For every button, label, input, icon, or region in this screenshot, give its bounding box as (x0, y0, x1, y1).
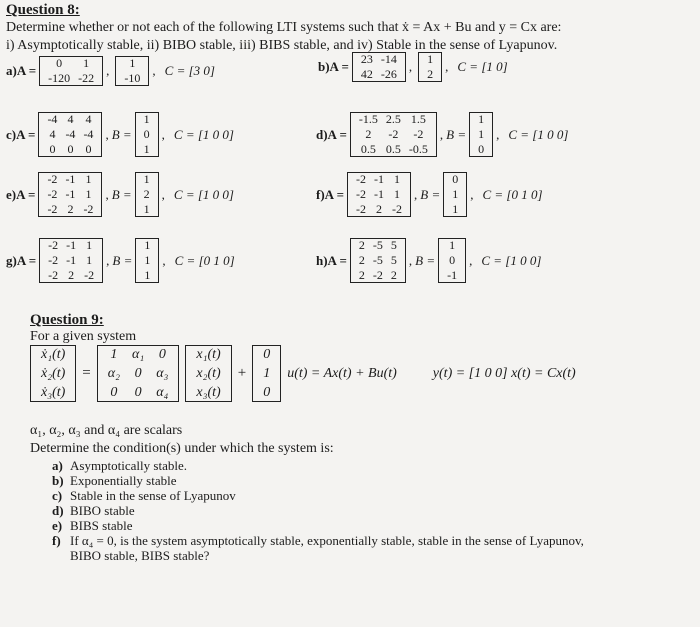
b-vector (135, 112, 159, 157)
question-9-title: Question 9: (30, 312, 104, 328)
matrix-entry: 4 (85, 112, 92, 126)
matrix-entry: -2 (83, 202, 94, 216)
matrix-entry: 23 (360, 52, 373, 66)
matrix-entry: 1 (143, 112, 150, 126)
matrix-entry: -14 (380, 52, 397, 66)
matrix-entry: 1 (427, 52, 434, 66)
system-label: h)A = (316, 252, 347, 268)
matrix-entry: -1 (66, 238, 77, 252)
matrix-entry: -1 (374, 172, 384, 186)
q8-instruction: Determine whether or not each of the following LTI systems such that ẋ = Ax + Bu and y = Cx are: (6, 20, 562, 35)
system-label: g)A = (6, 252, 37, 268)
matrix-entry: 2 (67, 202, 74, 216)
a-matrix (350, 238, 406, 283)
matrix-entry: -10 (124, 71, 141, 85)
matrix-entry: -4 (65, 127, 76, 141)
system-f: f)A = -2 -1 1 -2 -1 1 -2 2 -2 , B = 0 1 1 , C = [0 1 0] (316, 172, 543, 216)
matrix-entry: -1.5 (358, 112, 378, 126)
system-label: a)A = (6, 63, 37, 78)
matrix-entry: 4 (49, 127, 56, 141)
part-item (52, 503, 584, 518)
matrix-entry: -1 (374, 187, 384, 201)
scalars-note: α₁, α₂, α₃ and α₄ are scalars (30, 423, 183, 438)
matrix-entry: 1 (144, 253, 151, 267)
c-matrix: C = [0 1 0] (174, 252, 235, 268)
matrix-entry: -22 (78, 71, 95, 85)
matrix-entry: x₁(t) (196, 347, 221, 362)
matrix-entry: 2 (376, 202, 382, 216)
matrix-entry: 2 (358, 268, 365, 282)
a-matrix (38, 112, 102, 157)
b-vector (418, 52, 442, 82)
q9-a-matrix (97, 345, 180, 402)
matrix-entry: 0 (263, 347, 271, 362)
matrix-entry: 1 (449, 238, 456, 252)
matrix-entry: 0 (85, 142, 92, 156)
matrix-entry: 0.5 (360, 142, 376, 156)
matrix-entry: 0 (110, 385, 118, 400)
matrix-entry: -26 (380, 67, 397, 81)
q9-intro: For a given system (30, 329, 137, 344)
state-equation: ẋ₁(t) ẋ₂(t) ẋ₃(t) = 1 α₁ 0 α₂ 0 α₃ 0 0 α₄ x₁(t) x₂(t) x₃(t) + 0 1 0 u(t) = Ax(t) + Bu(t) y(t) = [1 0 0] x(t) = Cx(t) (30, 345, 576, 402)
part-text: Asymptotically stable. (70, 458, 187, 473)
matrix-entry: 2 (143, 187, 150, 201)
b-vector (469, 112, 493, 157)
matrix-entry: -2 (84, 268, 95, 282)
matrix-entry: x₃(t) (196, 385, 221, 400)
c-matrix: C = [1 0 0] (173, 126, 234, 142)
matrix-entry: 2 (365, 127, 372, 141)
matrix-entry: 0 (134, 385, 142, 400)
matrix-entry: 0 (449, 253, 456, 267)
matrix-entry: 2 (390, 268, 397, 282)
matrix-entry: 1 (143, 202, 150, 216)
matrix-entry: 2 (358, 253, 365, 267)
q8-criteria: i) Asymptotically stable, ii) BIBO stable, iii) BIBS stable, and iv) Stable in the sense of Lyapunov. (6, 38, 558, 53)
part-text: Stable in the sense of Lyapunov (70, 488, 236, 503)
matrix-entry: α₁ (131, 347, 145, 362)
matrix-entry: 1 (129, 56, 136, 70)
matrix-entry: 5 (390, 253, 397, 267)
matrix-entry: 0.5 (385, 142, 401, 156)
matrix-entry: 4 (67, 112, 74, 126)
part-key: d) (52, 503, 64, 518)
matrix-entry: -1 (65, 172, 76, 186)
part-item (52, 458, 584, 473)
matrix-entry: -2 (392, 202, 402, 216)
matrix-entry: -2 (47, 202, 58, 216)
system-h: h)A = 2 -5 5 2 -5 5 2 -2 2 , B = 1 0 -1 , C = [1 0 0] (316, 238, 542, 282)
b-vector (443, 172, 467, 217)
part-key: b) (52, 473, 64, 488)
matrix-entry: 2.5 (385, 112, 401, 126)
part-f-continuation: BIBO stable, BIBS stable? (70, 548, 210, 563)
a-matrix (39, 56, 103, 86)
part-text: BIBS stable (70, 518, 133, 533)
b-vector (135, 238, 159, 283)
a-matrix (39, 238, 103, 283)
matrix-entry: -120 (48, 71, 71, 85)
matrix-entry: -2 (356, 202, 366, 216)
matrix-entry: 1 (83, 56, 90, 70)
system-a: a)A = 0 1 -120 -22 , 1 -10 , C = [3 0] (6, 56, 215, 85)
matrix-entry: α₃ (156, 366, 169, 381)
part-item (52, 518, 584, 533)
c-matrix: C = [1 0 0] (481, 252, 542, 268)
matrix-entry: 1 (394, 187, 400, 201)
matrix-entry: 1 (143, 172, 150, 186)
part-text: Exponentially stable (70, 473, 177, 488)
matrix-entry: 0 (263, 385, 271, 400)
system-e: e)A = -2 -1 1 -2 -1 1 -2 2 -2 , B = 1 2 1 , C = [1 0 0] (6, 172, 234, 216)
a-matrix (38, 172, 102, 217)
matrix-entry: 1 (478, 112, 485, 126)
a-matrix (350, 112, 437, 157)
matrix-entry: 0 (134, 366, 142, 381)
part-text: If α₄ = 0, is the system asymptotically stable, exponentially stable, stable in the sense of Lyapunov, (70, 533, 584, 548)
matrix-entry: 1 (452, 202, 459, 216)
part-key: c) (52, 488, 63, 503)
system-b: b)A = 23 -14 42 -26 , 1 2 , C = [1 0] (318, 52, 508, 81)
output-equation: y(t) = [1 0 0] x(t) = Cx(t) (432, 365, 576, 381)
part-key: f) (52, 533, 61, 548)
matrix-entry: 1 (263, 366, 271, 381)
part-item (52, 473, 584, 488)
part-item (52, 488, 584, 503)
matrix-entry: α₂ (107, 366, 120, 381)
system-label: e)A = (6, 186, 36, 202)
matrix-entry: 1 (86, 253, 93, 267)
b-vector (135, 172, 159, 217)
matrix-entry: 1 (110, 347, 118, 362)
a-matrix (347, 172, 411, 217)
matrix-entry: 1.5 (410, 112, 426, 126)
a-matrix (352, 52, 406, 82)
system-label: c)A = (6, 126, 36, 142)
matrix-entry: 1 (144, 268, 151, 282)
q9-parts-list (52, 458, 584, 563)
matrix-entry: -2 (372, 268, 383, 282)
q9-prompt: Determine the condition(s) under which the system is: (30, 441, 334, 456)
matrix-entry: -2 (388, 127, 399, 141)
question-8-title: Question 8: (6, 2, 80, 18)
matrix-entry: 1 (86, 238, 93, 252)
matrix-entry: ẋ₁(t) (41, 347, 66, 362)
part-key: a) (52, 458, 63, 473)
matrix-entry: 2 (68, 268, 75, 282)
matrix-entry: -1 (66, 253, 77, 267)
matrix-entry: -2 (356, 187, 366, 201)
matrix-entry: 0 (143, 127, 150, 141)
matrix-entry: 1 (85, 187, 92, 201)
system-label: d)A = (316, 126, 347, 142)
matrix-entry: -5 (372, 253, 383, 267)
matrix-entry: -2 (48, 238, 59, 252)
matrix-entry: 0 (478, 142, 485, 156)
matrix-entry: 0 (67, 142, 74, 156)
matrix-entry: -2 (47, 172, 58, 186)
matrix-entry: -5 (372, 238, 383, 252)
matrix-entry: 1 (143, 142, 150, 156)
matrix-entry: 0 (452, 172, 459, 186)
part-item (52, 533, 584, 548)
matrix-entry: -1 (65, 187, 76, 201)
matrix-entry: 0 (56, 56, 63, 70)
matrix-entry: 1 (144, 238, 151, 252)
part-text: BIBO stable (70, 503, 135, 518)
matrix-entry: 5 (390, 238, 397, 252)
matrix-entry: x₂(t) (196, 366, 221, 381)
q9-b-vector (252, 345, 281, 402)
system-c: c)A = -4 4 4 4 -4 -4 0 0 0 , B = 1 0 1 , C = [1 0 0] (6, 112, 234, 156)
c-matrix: C = [1 0] (457, 59, 508, 74)
matrix-entry: -2 (48, 268, 59, 282)
matrix-entry: -0.5 (408, 142, 428, 156)
state-eq-tail: u(t) = Ax(t) + Bu(t) (287, 365, 397, 381)
matrix-entry: 2 (358, 238, 365, 252)
b-vector (115, 56, 149, 86)
matrix-entry: -2 (47, 187, 58, 201)
matrix-entry: 1 (394, 172, 400, 186)
matrix-entry: ẋ₂(t) (41, 366, 66, 381)
matrix-entry: -4 (83, 127, 94, 141)
matrix-entry: 1 (452, 187, 459, 201)
matrix-entry: α₄ (156, 385, 169, 400)
matrix-entry: 1 (85, 172, 92, 186)
matrix-entry: -2 (356, 172, 366, 186)
system-label: f)A = (316, 186, 344, 202)
matrix-entry: -4 (47, 112, 58, 126)
c-matrix: C = [1 0 0] (508, 126, 569, 142)
b-vector (438, 238, 466, 283)
part-key: e) (52, 518, 63, 533)
matrix-entry: 42 (360, 67, 373, 81)
xdot-vector (30, 345, 76, 402)
system-g: g)A = -2 -1 1 -2 -1 1 -2 2 -2 , B = 1 1 1 , C = [0 1 0] (6, 238, 235, 282)
c-matrix: C = [0 1 0] (482, 186, 543, 202)
matrix-entry: -1 (447, 268, 458, 282)
matrix-entry: 0 (158, 347, 166, 362)
matrix-entry: 0 (49, 142, 56, 156)
matrix-entry: -2 (48, 253, 59, 267)
matrix-entry: -2 (413, 127, 424, 141)
x-vector (185, 345, 231, 402)
matrix-entry: 2 (427, 67, 434, 81)
c-matrix: C = [1 0 0] (173, 186, 234, 202)
c-matrix: C = [3 0] (164, 63, 215, 78)
matrix-entry: ẋ₃(t) (41, 385, 66, 400)
matrix-entry: 1 (478, 127, 485, 141)
system-d: d)A = -1.5 2.5 1.5 2 -2 -2 0.5 0.5 -0.5 , B = 1 1 0 , C = [1 0 0] (316, 112, 569, 156)
system-label: b)A = (318, 59, 349, 74)
